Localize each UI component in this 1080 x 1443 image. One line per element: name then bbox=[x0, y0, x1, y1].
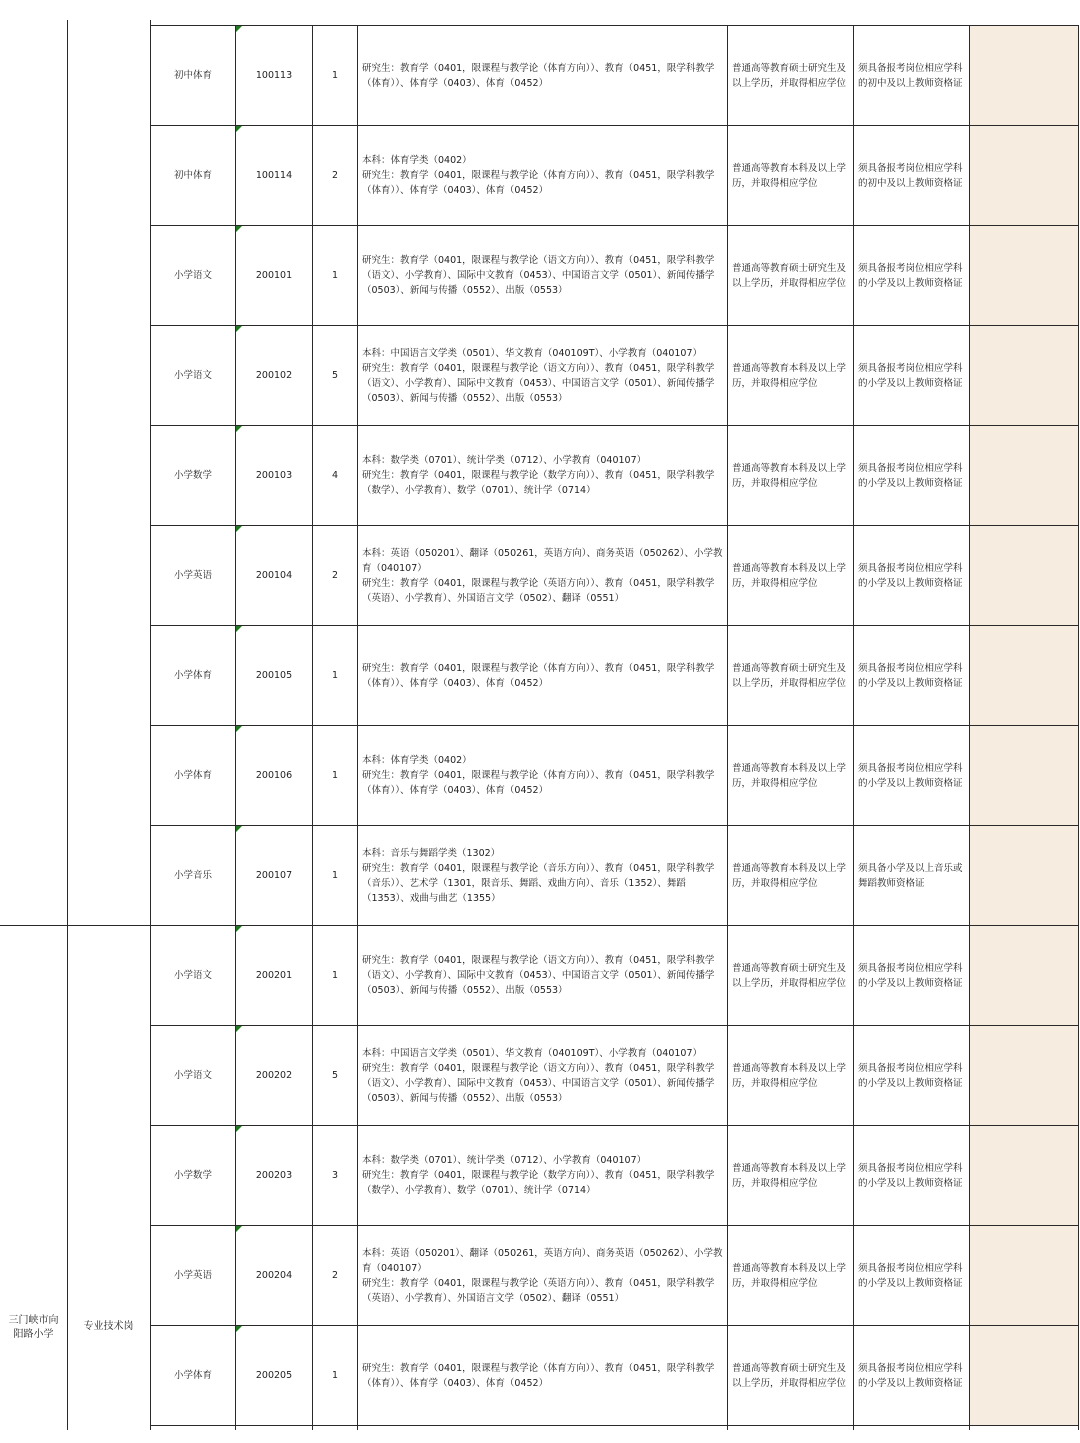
subject-cell: 小学语文 bbox=[173, 1070, 212, 1081]
headcount-cell: 3 bbox=[331, 1170, 339, 1181]
subject-cell: 小学英语 bbox=[173, 1270, 212, 1281]
certificate-requirement-cell: 须具备报考岗位相应学科的小学及以上教师资格证 bbox=[858, 562, 963, 589]
subject-cell: 小学英语 bbox=[173, 570, 212, 581]
major-requirement-cell: 本科：音乐与舞蹈学类（1302） 研究生：教育学（0401，限课程与教学论（音乐方向））、教育（0451，限学科教学（音乐））、艺术学（1301，限音乐、舞蹈、戏曲方向）、音乐（1352）、舞蹈（1353）、戏曲与曲艺（1355） bbox=[362, 847, 715, 904]
subject-cell: 小学数学 bbox=[173, 1170, 212, 1181]
position-code-cell: 200202 bbox=[255, 1070, 293, 1081]
education-requirement-cell: 普通高等教育本科及以上学历，并取得相应学位 bbox=[732, 1262, 847, 1289]
column-divider bbox=[969, 25, 970, 1430]
highlight-cell bbox=[970, 1126, 1078, 1225]
education-requirement-cell: 普通高等教育本科及以上学历，并取得相应学位 bbox=[732, 762, 847, 789]
position-code-cell: 200205 bbox=[255, 1370, 293, 1381]
headcount-cell: 4 bbox=[331, 470, 339, 481]
education-requirement-cell: 普通高等教育硕士研究生及以上学历，并取得相应学位 bbox=[732, 1362, 847, 1389]
highlight-cell bbox=[970, 1026, 1078, 1125]
certificate-requirement-cell: 须具备报考岗位相应学科的初中及以上教师资格证 bbox=[858, 162, 963, 189]
major-requirement-cell: 本科：中国语言文学类（0501）、华文教育（040109T）、小学教育（040107） 研究生：教育学（0401，限课程与教学论（语文方向））、教育（0451，限学科教学（语文）、小学教育）、国际中文教育（0453）、中国语言文学（0501）、新闻传播学（0503）、新闻与传播（0552）、出版（0553） bbox=[362, 347, 715, 404]
subject-cell: 小学体育 bbox=[173, 670, 212, 681]
headcount-cell: 1 bbox=[331, 70, 339, 81]
certificate-requirement-cell: 须具备报考岗位相应学科的小学及以上教师资格证 bbox=[858, 1162, 963, 1189]
major-requirement-cell: 本科：英语（050201）、翻译（050261，英语方向）、商务英语（050262）、小学教育（040107） 研究生：教育学（0401，限课程与教学论（英语方向））、教育（0451，限学科教学（英语）、小学教育）、外国语言文学（0502）、翻译（0551） bbox=[362, 1247, 723, 1304]
certificate-requirement-cell: 须具备报考岗位相应学科的小学及以上教师资格证 bbox=[858, 762, 963, 789]
highlight-cell bbox=[970, 326, 1078, 425]
certificate-requirement-cell: 须具备报考岗位相应学科的小学及以上教师资格证 bbox=[858, 1262, 963, 1289]
position-code-cell: 200101 bbox=[255, 270, 293, 281]
major-requirement-cell: 研究生：教育学（0401，限课程与教学论（体育方向））、教育（0451，限学科教学（体育））、体育学（0403）、体育（0452） bbox=[362, 662, 715, 689]
position-code-cell: 200106 bbox=[255, 770, 293, 781]
certificate-requirement-cell: 须具备报考岗位相应学科的小学及以上教师资格证 bbox=[858, 262, 963, 289]
position-code-cell: 200105 bbox=[255, 670, 293, 681]
highlight-cell bbox=[970, 126, 1078, 225]
position-code-cell: 200201 bbox=[255, 970, 293, 981]
column-divider bbox=[67, 20, 68, 1430]
major-requirement-cell: 本科：数学类（0701）、统计学类（0712）、小学教育（040107） 研究生：教育学（0401，限课程与教学论（数学方向））、教育（0451，限学科教学（数学）、小学教育）、数学（0701）、统计学（0714） bbox=[362, 1155, 715, 1196]
position-code-cell: 200104 bbox=[255, 570, 293, 581]
education-requirement-cell: 普通高等教育本科及以上学历，并取得相应学位 bbox=[732, 562, 847, 589]
certificate-requirement-cell: 须具备报考岗位相应学科的小学及以上教师资格证 bbox=[858, 1362, 963, 1389]
education-requirement-cell: 普通高等教育本科及以上学历，并取得相应学位 bbox=[732, 862, 847, 889]
position-code-cell: 200204 bbox=[255, 1270, 293, 1281]
education-requirement-cell: 普通高等教育本科及以上学历，并取得相应学位 bbox=[732, 362, 847, 389]
position-code-cell: 200203 bbox=[255, 1170, 293, 1181]
education-requirement-cell: 普通高等教育本科及以上学历，并取得相应学位 bbox=[732, 1062, 847, 1089]
subject-cell: 小学语文 bbox=[173, 970, 212, 981]
headcount-cell: 1 bbox=[331, 270, 339, 281]
certificate-requirement-cell: 须具备报考岗位相应学科的初中及以上教师资格证 bbox=[858, 62, 963, 89]
highlight-cell bbox=[970, 1226, 1078, 1325]
highlight-cell bbox=[970, 626, 1078, 725]
major-requirement-cell: 本科：英语（050201）、翻译（050261，英语方向）、商务英语（050262）、小学教育（040107） 研究生：教育学（0401，限课程与教学论（英语方向））、教育（0451，限学科教学（英语）、小学教育）、外国语言文学（0502）、翻译（0551） bbox=[362, 547, 723, 604]
position-code-cell: 100114 bbox=[255, 170, 293, 181]
subject-cell: 小学体育 bbox=[173, 770, 212, 781]
certificate-requirement-cell: 须具备报考岗位相应学科的小学及以上教师资格证 bbox=[858, 962, 963, 989]
major-requirement-cell: 研究生：教育学（0401，限课程与教学论（语文方向））、教育（0451，限学科教学（语文）、小学教育）、国际中文教育（0453）、中国语言文学（0501）、新闻传播学（0503）、新闻与传播（0552）、出版（0553） bbox=[362, 255, 715, 296]
subject-cell: 初中体育 bbox=[173, 170, 212, 181]
highlight-cell bbox=[970, 26, 1078, 125]
headcount-cell: 2 bbox=[331, 1270, 339, 1281]
education-requirement-cell: 普通高等教育本科及以上学历，并取得相应学位 bbox=[732, 462, 847, 489]
highlight-cell bbox=[970, 826, 1078, 925]
subject-cell: 小学语文 bbox=[173, 370, 212, 381]
major-requirement-cell: 研究生：教育学（0401，限课程与教学论（体育方向））、教育（0451，限学科教学（体育））、体育学（0403）、体育（0452） bbox=[362, 1362, 715, 1389]
highlight-cell bbox=[970, 926, 1078, 1025]
certificate-requirement-cell: 须具备报考岗位相应学科的小学及以上教师资格证 bbox=[858, 1062, 963, 1089]
headcount-cell: 1 bbox=[331, 970, 339, 981]
position-code-cell: 200102 bbox=[255, 370, 293, 381]
headcount-cell: 5 bbox=[331, 1070, 339, 1081]
subject-cell: 小学数学 bbox=[173, 470, 212, 481]
position-code-cell: 100113 bbox=[255, 70, 293, 81]
highlight-cell bbox=[970, 226, 1078, 325]
certificate-requirement-cell: 须具备小学及以上音乐或舞蹈教师资格证 bbox=[858, 862, 963, 889]
certificate-requirement-cell: 须具备报考岗位相应学科的小学及以上教师资格证 bbox=[858, 662, 963, 689]
headcount-cell: 2 bbox=[331, 170, 339, 181]
education-requirement-cell: 普通高等教育硕士研究生及以上学历，并取得相应学位 bbox=[732, 262, 847, 289]
highlight-cell bbox=[970, 1326, 1078, 1425]
highlight-cell bbox=[970, 526, 1078, 625]
subject-cell: 初中体育 bbox=[173, 70, 212, 81]
headcount-cell: 5 bbox=[331, 370, 339, 381]
education-requirement-cell: 普通高等教育本科及以上学历，并取得相应学位 bbox=[732, 1162, 847, 1189]
subject-cell: 小学音乐 bbox=[173, 870, 212, 881]
education-requirement-cell: 普通高等教育本科及以上学历，并取得相应学位 bbox=[732, 162, 847, 189]
certificate-requirement-cell: 须具备报考岗位相应学科的小学及以上教师资格证 bbox=[858, 462, 963, 489]
headcount-cell: 1 bbox=[331, 670, 339, 681]
certificate-requirement-cell: 须具备报考岗位相应学科的小学及以上教师资格证 bbox=[858, 362, 963, 389]
subject-cell: 小学体育 bbox=[173, 1370, 212, 1381]
column-divider bbox=[1078, 25, 1079, 1430]
position-code-cell: 200107 bbox=[255, 870, 293, 881]
headcount-cell: 1 bbox=[331, 1370, 339, 1381]
headcount-cell: 1 bbox=[331, 870, 339, 881]
subject-cell: 小学语文 bbox=[173, 270, 212, 281]
education-requirement-cell: 普通高等教育硕士研究生及以上学历，并取得相应学位 bbox=[732, 962, 847, 989]
highlight-cell bbox=[970, 726, 1078, 825]
headcount-cell: 2 bbox=[331, 570, 339, 581]
employer-name: 三门峡市向 阳路小学 bbox=[8, 1315, 59, 1340]
major-requirement-cell: 研究生：教育学（0401，限课程与教学论（语文方向））、教育（0451，限学科教学（语文）、小学教育）、国际中文教育（0453）、中国语言文学（0501）、新闻传播学（0503）、新闻与传播（0552）、出版（0553） bbox=[362, 955, 715, 996]
position-code-cell: 200103 bbox=[255, 470, 293, 481]
position-category: 专业技术岗 bbox=[83, 1321, 134, 1332]
major-requirement-cell: 研究生：教育学（0401，限课程与教学论（体育方向））、教育（0451，限学科教学（体育））、体育学（0403）、体育（0452） bbox=[362, 62, 715, 89]
row-divider bbox=[150, 1425, 1078, 1426]
major-requirement-cell: 本科：体育学类（0402） 研究生：教育学（0401，限课程与教学论（体育方向））、教育（0451，限学科教学（体育））、体育学（0403）、体育（0452） bbox=[362, 755, 715, 796]
major-requirement-cell: 本科：体育学类（0402） 研究生：教育学（0401，限课程与教学论（体育方向））、教育（0451，限学科教学（体育））、体育学（0403）、体育（0452） bbox=[362, 155, 715, 196]
education-requirement-cell: 普通高等教育硕士研究生及以上学历，并取得相应学位 bbox=[732, 62, 847, 89]
major-requirement-cell: 本科：中国语言文学类（0501）、华文教育（040109T）、小学教育（040107） 研究生：教育学（0401，限课程与教学论（语文方向））、教育（0451，限学科教学（语文）、小学教育）、国际中文教育（0453）、中国语言文学（0501）、新闻传播学（0503）、新闻与传播（0552）、出版（0553） bbox=[362, 1047, 715, 1104]
headcount-cell: 1 bbox=[331, 770, 339, 781]
education-requirement-cell: 普通高等教育硕士研究生及以上学历，并取得相应学位 bbox=[732, 662, 847, 689]
highlight-cell bbox=[970, 426, 1078, 525]
major-requirement-cell: 本科：数学类（0701）、统计学类（0712）、小学教育（040107） 研究生：教育学（0401，限课程与教学论（数学方向））、教育（0451，限学科教学（数学）、小学教育）、数学（0701）、统计学（0714） bbox=[362, 455, 715, 496]
unit-group-divider bbox=[0, 925, 150, 926]
